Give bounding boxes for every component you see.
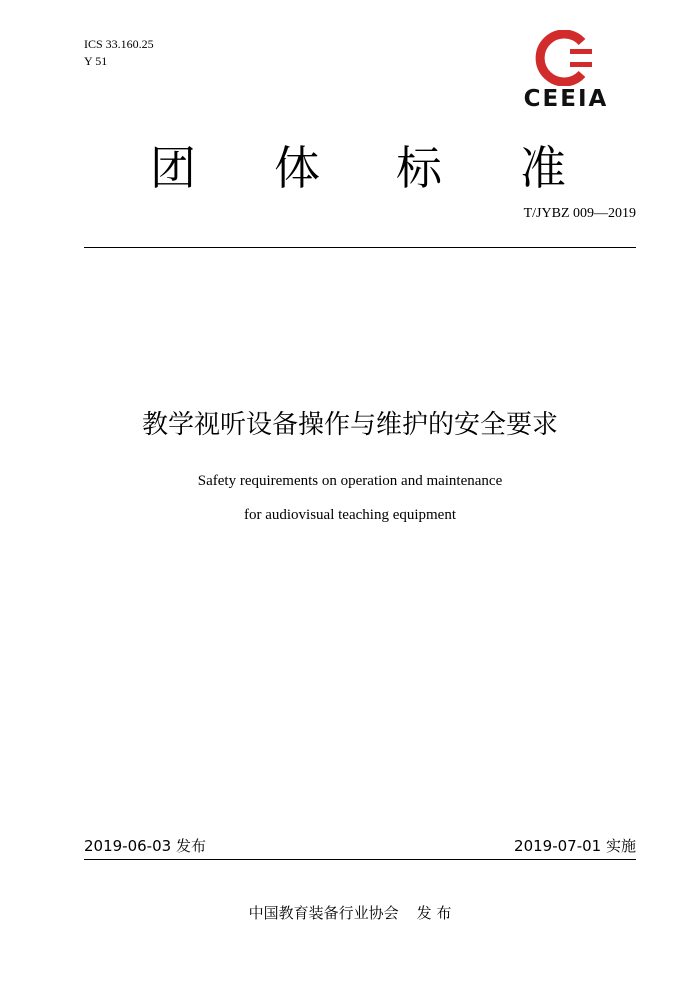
document-type-title <box>84 132 636 195</box>
issuer-action: 发 布 <box>416 904 452 922</box>
header-divider <box>84 247 636 248</box>
doc-type-char-3: 标 <box>396 141 442 195</box>
standard-number: T/JYBZ 009—2019 <box>523 206 636 221</box>
doc-type-char-1: 团 <box>150 141 196 195</box>
logo-text: CEEIA <box>523 86 609 112</box>
doc-type-char-4: 准 <box>520 141 566 195</box>
implement-date: 2019-07-01 实施 <box>514 837 636 855</box>
publish-date: 2019-06-03 发布 <box>84 837 206 855</box>
ceeia-logo <box>514 30 618 112</box>
logo-emblem-icon <box>514 30 618 86</box>
issuer-org: 中国教育装备行业协会 <box>248 904 399 922</box>
doc-type-char-2: 体 <box>274 141 320 195</box>
issuer-line <box>0 902 700 923</box>
title-english-line-1: Safety requirements on operation and maintenance <box>197 473 503 489</box>
title-english-line-2: for audiovisual teaching equipment <box>243 507 457 523</box>
footer-divider <box>84 859 636 860</box>
ics-code: ICS 33.160.25 <box>84 37 154 51</box>
title-chinese: 教学视听设备操作与维护的安全要求 <box>141 410 558 440</box>
classification-codes <box>84 36 154 70</box>
ccs-code: Y 51 <box>84 54 108 68</box>
